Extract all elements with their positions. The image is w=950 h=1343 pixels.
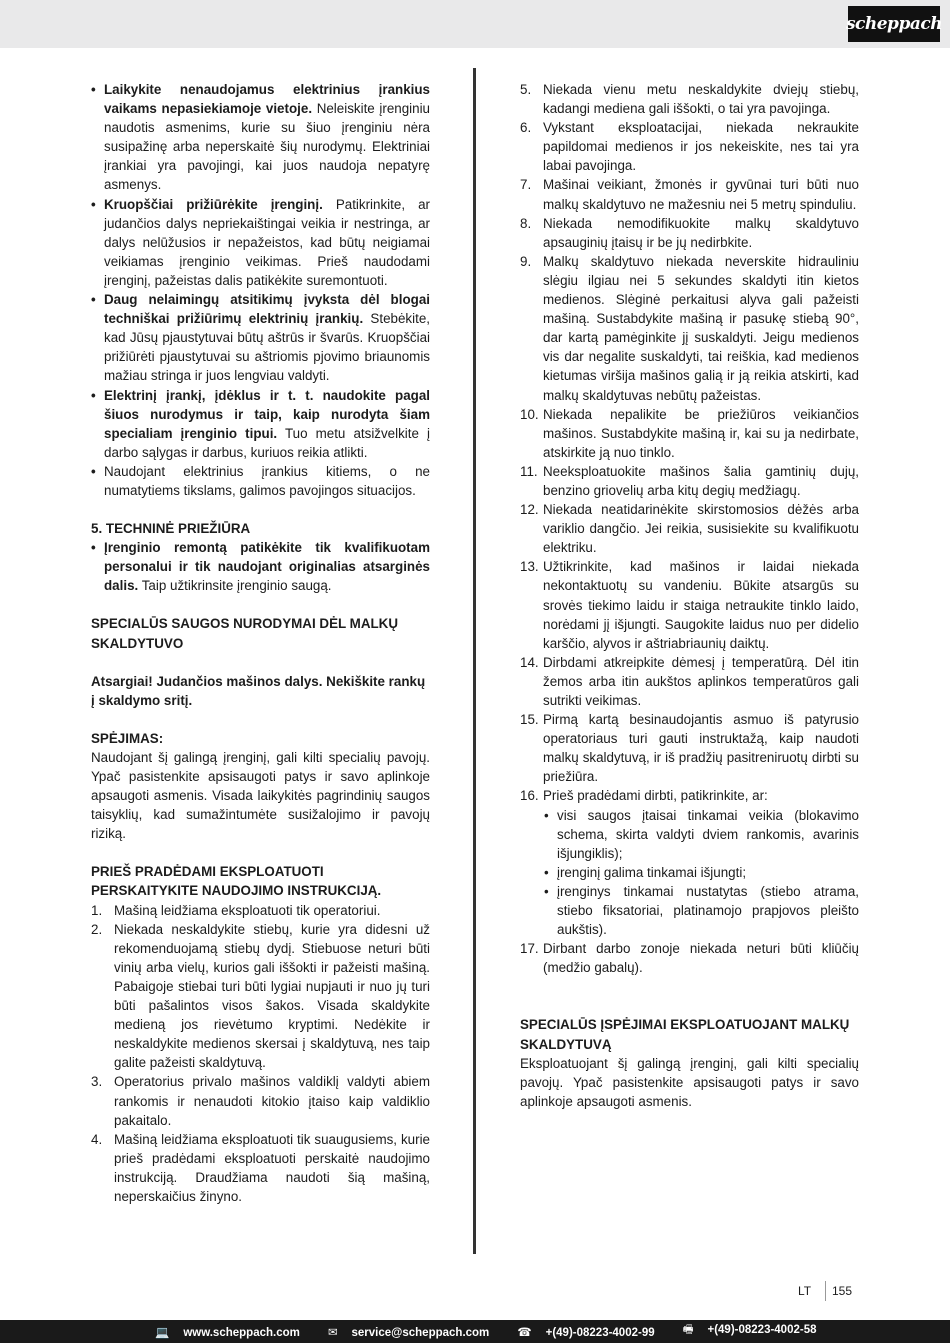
list-item: 4. Mašiną leidžiama eksploatuoti tik suaugusiems, kurie prieš pradėdami eksploatuoti perskaitė naudojimo instrukciją. Draudžiama naudoti šią mašiną, neperskaičius žinyno. xyxy=(91,1131,430,1204)
section-5-list xyxy=(91,538,430,595)
list-item: 3. Operatorius privalo mašinos valdiklį valdyti abiem rankomis ir nenaudoti kitokio įtaiso kaip valdiklio pakaitalo. xyxy=(91,1074,430,1128)
fax-icon: 🖷 xyxy=(682,1324,694,1336)
list-item: 9. Malkų skaldytuvo niekada neverskite hidrauliniu slėgiu ilgiau nei 5 sekundes skaldyti itin kietos medienos. Slėginė perkaitusi alyva gali pažeisti mašiną. Sustabdykite mašiną ir pasukę stiebą 90°, dar kartą pamėginkite jį suskaldyti. Jeigu medienos vis dar negalite suskaldyti, tai reiškia, kad medienos kietumas viršija mašinos galią ir ją reikia atskirti, kad malkų skaldytuvas nebūtų pažeistas. xyxy=(520,253,859,403)
numbered-list-right xyxy=(520,80,859,977)
list-item: 1. Mašiną leidžiama eksploatuoti tik operatoriui. xyxy=(91,902,381,918)
list-item: 5. Niekada vienu metu neskaldykite dviejų stiebų, kadangi mediena gali iššokti, o tai yra pavojinga. xyxy=(520,82,859,117)
list-item: 13. Užtikrinkite, kad mašinos ir laidai niekada nekontaktuotų su vandeniu. Būkite atsargūs su srovės tiekimo laidu ir staiga netraukite tinklo laido, norėdami jį išjungti. Saugokite laidus nuo per didelio karščio, alyvos ir aštriabriaunių daiktų. xyxy=(520,559,859,651)
list-item: • Elektrinį įrankį, įdėklus ir t. t. naudokite pagal šiuos nurodymus ir taip, kaip nurodyta šiam specialiam įrenginio tipui. Tuo metu atsižvelkite į darbo sąlygas ir darbus, kuriuos reikia atlikti. xyxy=(91,386,430,462)
numbered-list-left xyxy=(91,901,430,1207)
list-item: 17. Dirbant darbo zonoje niekada neturi būti kliūčių (medžio gabalų). xyxy=(520,941,859,976)
list-item: 14. Dirbdami atkreipkite dėmesį į temperatūrą. Dėl itin žemos arba itin aukštos aplinkos temperatūros gali sutrikti veikimas. xyxy=(520,654,859,708)
top-bar xyxy=(0,0,950,48)
list-item: • Naudojant elektrinius įrankius kitiems, o ne numatytiems tikslams, galimos pavojingos situacijos. xyxy=(91,462,430,500)
list-item: 10. Niekada nepalikite be priežiūros veikiančios mašinos. Sustabdykite mašiną ir, kai su ja nedirbate, atskirkite ją nuo tinklo. xyxy=(520,406,859,460)
list-item: • įrenginį galima tinkamai išjungti; xyxy=(543,863,859,882)
left-column xyxy=(91,80,430,1206)
warning-text: Naudojant šį galingą įrenginį, gali kilti specialių pavojų. Ypač pasistenkite apsisaugoti patys ir savo aplinkoje apsaugoti asmenis. Visada laikykitės pagrindinių saugos taisyklių, kad sumažintumėte susižalojimo ir pavojų riziką. xyxy=(91,749,430,842)
phone-number: +(49)-08223-4002-99 xyxy=(545,1326,655,1339)
list-item: 12. Niekada neatidarinėkite skirstomosios dėžės arba variklio dangčio. Jei reikia, susisiekite su kvalifikuotu elektriku. xyxy=(520,502,859,556)
list-item: 2. Niekada neskaldykite stiebų, kurie yra didesni už rekomenduojamą stiebų dydį. Stiebuose neturi būti vinių arba vielų, kurios gali iššokti ir pažeisti mašiną. Pabaigoje stiebai turi būti lygiai nupjauti ir nuo jų turi būti pašalintos visos šakos. Visada skaldykite medieną jos rievėtumo kryptimi. Nedėkite ir neskaldykite medienos skersai į skaldytuvą, nes taip galite pažeisti skaldytuvą. xyxy=(91,921,430,1071)
list-item: 11. Neeksploatuokite mašinos šalia gamtinių dujų, benzino griovelių arba kitų degių medžiagų. xyxy=(520,463,859,498)
page-number-divider xyxy=(825,1281,826,1301)
computer-icon: 💻 xyxy=(155,1326,170,1339)
fax-number: +(49)-08223-4002-58 xyxy=(707,1324,817,1336)
list-item: • visi saugos įtaisai tinkamai veikia (blokavimo schema, skirta valdyti dviem rankomis, avarinis išjungiklis); xyxy=(543,806,859,863)
list-item: 7. Mašinai veikiant, žmonės ir gyvūnai turi būti nuo malkų skaldytuvo ne mažesniu nei 5 metrų spinduliu. xyxy=(520,177,859,212)
language-code: LT xyxy=(798,1284,812,1298)
special-safety-heading: SPECIALŪS SAUGOS NURODYMAI DĖL MALKŲ SKALDYTUVO xyxy=(91,616,399,651)
envelope-icon: ✉ xyxy=(327,1326,338,1339)
special-warnings-text: Eksploatuojant šį galingą įrenginį, gali kilti specialių pavojų. Ypač pasistenkite apsisaugoti patys ir savo aplinkoje apsaugoti asmenis. xyxy=(520,1055,859,1109)
check-sublist xyxy=(543,806,859,940)
list-item: 16. Prieš pradėdami dirbti, patikrinkite, ar: • visi saugos įtaisai tinkamai veikia (blokavimo schema, skirta valdyti dviem rankomis, avarinis išjungiklis); • įrenginį galima tinkamai išjungti; • įrenginys tinkamai nustatytas (stiebo atrama, stiebo fiksatoriai, platinamojo prapjovos pleišto aukštis). xyxy=(520,786,859,939)
email-contact xyxy=(328,1325,503,1339)
list-item: 8. Niekada nemodifikuokite malkų skaldytuvo apsauginių įtaisų ir be jų nedirbkite. xyxy=(520,215,859,250)
phone-icon: ☎ xyxy=(517,1326,532,1339)
right-column xyxy=(520,80,859,1111)
scheppach-logo: scheppach xyxy=(848,6,940,42)
list-item: • Laikykite nenaudojamus elektrinius įrankius vaikams nepasiekiamoje vietoje. Neleiskite įrenginiu naudotis asmenims, kurie su šiuo įrenginiu nėra susipažinę arba neperskaitė šių nurodymų. Elektriniai įrankiai yra pavojingi, kai juos naudoja nepatyrę asmenys. xyxy=(91,80,430,195)
page-number: 155 xyxy=(832,1284,853,1298)
phone-contact xyxy=(517,1325,668,1339)
list-item: • įrenginys tinkamai nustatytas (stiebo atrama, stiebo fiksatoriai, platinamojo prapjovos pleišto aukštis). xyxy=(543,882,859,939)
column-divider xyxy=(473,68,476,1254)
list-item: • Kruopščiai prižiūrėkite įrenginį. Patikrinkite, ar judančios dalys nepriekaištingai veikia ir nestringa, ar dalys nelūžusios ir nepažeistos, kad būtų neigiamai veikiamas įrenginio veikimas. Prieš naudodami įrenginį, pažeistas dalis patikėkite suremontuoti. xyxy=(91,195,430,290)
fax-contact xyxy=(683,1322,831,1341)
contact-bar xyxy=(0,1320,950,1343)
website-contact xyxy=(155,1325,314,1339)
list-item: 15. Pirmą kartą besinaudojantis asmuo iš patyrusio operatoriaus turi gauti instruktažą, kaip naudoti malkų skaldytuvą, ir iš pradžių pasitreniruotų dirbti su priežiūra. xyxy=(520,712,859,785)
warning-heading: SPĖJIMAS: xyxy=(91,730,164,746)
website-link[interactable]: www.scheppach.com xyxy=(183,1326,300,1339)
section-5-heading: 5. TECHNINĖ PRIEŽIŪRA xyxy=(91,521,251,537)
list-item: 6. Vykstant eksploatacijai, niekada nekraukite papildomai medienos ir jos nekeiskite, nes tai yra labai pavojinga. xyxy=(520,120,859,174)
email-link[interactable]: service@scheppach.com xyxy=(351,1326,490,1339)
list-item: • Įrenginio remontą patikėkite tik kvalifikuotam personalui ir tik naudojant originalias atsarginės dalis. Taip užtikrinsite įrenginio saugą. xyxy=(91,538,430,595)
attention-note: Atsargiai! Judančios mašinos dalys. Nekiškite rankų į skaldymo sritį. xyxy=(91,673,426,708)
read-manual-heading: PRIEŠ PRADĖDAMI EKSPLOATUOTI PERSKAITYKITE NAUDOJIMO INSTRUKCIJĄ. xyxy=(91,864,382,899)
intro-bullet-list xyxy=(91,80,430,500)
special-warnings-heading: SPECIALŪS ĮSPĖJIMAI EKSPLOATUOJANT MALKŲ SKALDYTUVĄ xyxy=(520,1017,850,1052)
list-item: • Daug nelaimingų atsitikimų įvyksta dėl blogai techniškai prižiūrimų elektrinių įrankių. Stebėkite, kad Jūsų pjaustytuvai būtų aštrūs ir švarūs. Kruopščiai prižiūrėti pjaustytuvai su aštriomis pjovimo briaunomis mažiau stringa ir juos lengviau valdyti. xyxy=(91,290,430,385)
